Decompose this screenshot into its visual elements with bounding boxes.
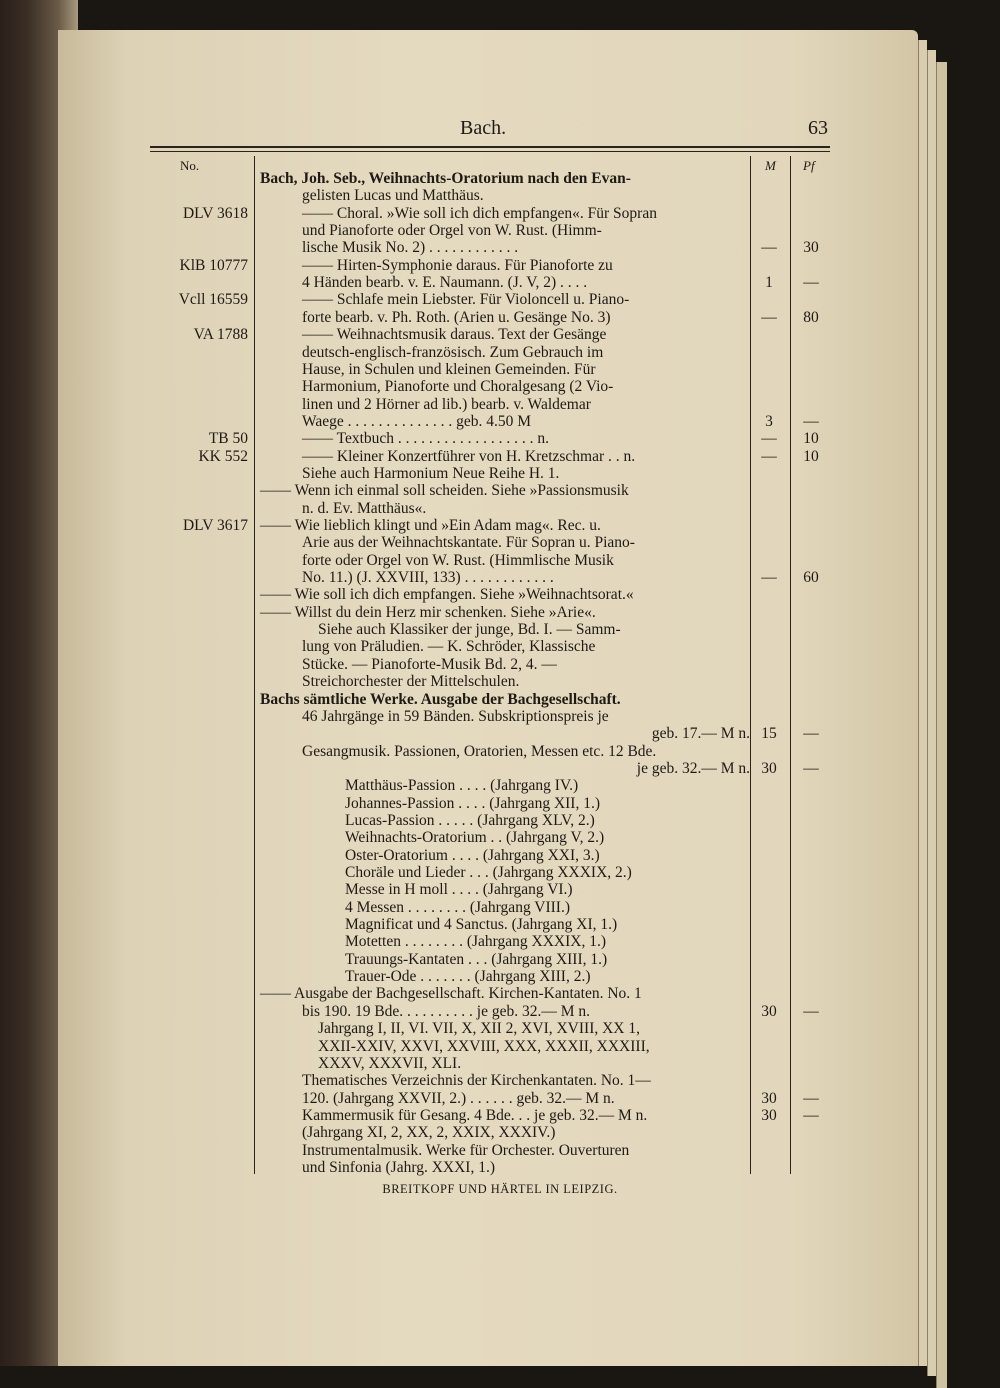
catalog-row <box>0 1038 1000 1055</box>
price-pfennig: 30 <box>803 239 819 257</box>
catalog-row <box>0 361 1000 378</box>
entry-text: —— Willst du dein Herz mir schenken. Siehe »Arie«. <box>260 603 596 621</box>
catalog-row <box>0 274 1000 291</box>
catalog-number: DLV 3617 <box>182 517 248 534</box>
entry-text: und Pianoforte oder Orgel von W. Rust. (Himm- <box>302 222 602 240</box>
catalog-row <box>0 933 1000 950</box>
catalog-row <box>0 569 1000 586</box>
entry-text: —— Wie soll ich dich empfangen. Siehe »Weihnachtsorat.« <box>260 586 634 604</box>
catalog-row <box>0 1020 1000 1037</box>
catalog-row <box>0 725 1000 742</box>
catalog-row <box>0 916 1000 933</box>
catalog-row <box>0 1090 1000 1107</box>
catalog-row <box>0 985 1000 1002</box>
catalog-row <box>0 829 1000 846</box>
entry-text: Trauer-Ode . . . . . . . (Jahrgang XIII, 2.) <box>345 968 591 986</box>
catalog-row <box>0 205 1000 222</box>
entry-text: Oster-Oratorium . . . . (Jahrgang XXI, 3.) <box>345 846 600 864</box>
page-number: 63 <box>808 117 828 139</box>
price-mark: 30 <box>761 1002 777 1020</box>
entry-text: Jahrgang I, II, VI. VII, X, XII 2, XVI, XVIII, XX 1, <box>318 1020 640 1038</box>
entry-text: forte oder Orgel von W. Rust. (Himmlische Musik <box>302 551 614 569</box>
entry-text: bis 190. 19 Bde. . . . . . . . . . je geb. 32.— M n. <box>302 1002 591 1020</box>
price-pfennig: 10 <box>803 430 819 448</box>
price-mark: 15 <box>761 725 777 743</box>
catalog-row <box>0 1142 1000 1159</box>
catalog-row <box>0 222 1000 239</box>
catalog-row <box>0 864 1000 881</box>
entry-text: Bach, Joh. Seb., Weihnachts-Oratorium nach den Evan- <box>260 170 631 187</box>
catalog-row <box>0 586 1000 603</box>
entry-text: —— Schlafe mein Liebster. Für Violoncell u. Piano- <box>302 291 630 309</box>
catalog-row <box>0 465 1000 482</box>
price-mark: 30 <box>761 1089 777 1107</box>
price-pfennig: — <box>803 1106 819 1124</box>
catalog-row <box>0 708 1000 725</box>
catalog-row <box>0 413 1000 430</box>
entry-text: Gesangmusik. Passionen, Oratorien, Messen etc. 12 Bde. <box>302 742 657 760</box>
entry-text: Instrumentalmusik. Werke für Orchester. Ouverturen <box>302 1141 630 1159</box>
catalog-row <box>0 534 1000 551</box>
entry-text: —— Weihnachtsmusik daraus. Text der Gesänge <box>302 326 607 344</box>
entry-text: Choräle und Lieder . . . (Jahrgang XXXIX, 2.) <box>345 864 632 881</box>
entry-text: lung von Präludien. — K. Schröder, Klassische <box>302 638 596 656</box>
column-header-pfennig: Pf <box>803 158 815 173</box>
catalog-row <box>0 378 1000 395</box>
publisher-footer: BREITKOPF UND HÄRTEL IN LEIPZIG. <box>382 1182 618 1196</box>
entry-text: gelisten Lucas und Matthäus. <box>302 187 484 205</box>
catalog-row <box>0 500 1000 517</box>
column-header-mark: M <box>765 158 776 173</box>
price-pfennig: 80 <box>803 308 819 326</box>
price-pfennig: — <box>803 274 819 292</box>
catalog-number: KlB 10777 <box>179 256 248 274</box>
catalog-number: DLV 3618 <box>182 204 248 222</box>
entry-text: linen und 2 Hörner ad lib.) bearb. v. Waldemar <box>302 395 591 413</box>
catalog-row <box>0 795 1000 812</box>
running-header <box>150 113 830 143</box>
price-mark: — <box>761 430 777 448</box>
entry-text: No. 11.) (J. XXVIII, 133) . . . . . . . . . . . . <box>302 569 554 587</box>
catalog-row <box>0 239 1000 256</box>
entry-text: Weihnachts-Oratorium . . (Jahrgang V, 2.) <box>345 829 605 847</box>
catalog-row <box>0 1072 1000 1089</box>
entry-text: Magnificat und 4 Sanctus. (Jahrgang XI, 1.) <box>345 916 618 934</box>
price-mark: 1 <box>765 274 773 292</box>
price-pfennig: — <box>803 725 819 743</box>
entry-text: Motetten . . . . . . . . (Jahrgang XXXIX, 1.) <box>345 933 607 951</box>
entry-text: deutsch-englisch-französisch. Zum Gebrauch im <box>302 343 604 361</box>
catalog-row <box>0 1003 1000 1020</box>
catalog-row <box>0 691 1000 708</box>
entry-text: forte bearb. v. Ph. Roth. (Arien u. Gesänge No. 3) <box>302 308 611 326</box>
catalog-row <box>0 344 1000 361</box>
catalog-number: Vcll 16559 <box>178 291 248 309</box>
entry-text: je geb. 32.— M n. <box>636 759 750 777</box>
entry-text: Siehe auch Harmonium Neue Reihe H. 1. <box>302 464 560 482</box>
entry-text: Stücke. — Pianoforte-Musik Bd. 2, 4. — <box>302 655 557 673</box>
entry-text: 4 Messen . . . . . . . . (Jahrgang VIII.) <box>345 898 570 916</box>
entry-text: —— Choral. »Wie soll ich dich empfangen«. Für Sopran <box>302 204 657 222</box>
entry-text: —— Wenn ich einmal soll scheiden. Siehe »Passionsmusik <box>260 482 629 500</box>
entry-text: Streichorchester der Mittelschulen. <box>302 673 520 691</box>
price-pfennig: — <box>803 1089 819 1107</box>
catalog-row <box>0 881 1000 898</box>
catalog-row <box>0 1107 1000 1124</box>
catalog-number: KK 552 <box>198 447 248 465</box>
price-mark: — <box>761 239 777 257</box>
entry-text: Messe in H moll . . . . (Jahrgang VI.) <box>345 881 573 899</box>
entry-text: und Sinfonia (Jahrg. XXXI, 1.) <box>302 1158 496 1176</box>
catalog-row <box>0 777 1000 794</box>
catalog-number: TB 50 <box>208 430 248 448</box>
catalog-row <box>0 1159 1000 1176</box>
catalog-row <box>0 812 1000 829</box>
entry-text: Thematisches Verzeichnis der Kirchenkantaten. No. 1— <box>302 1072 651 1090</box>
entry-text: Johannes-Passion . . . . (Jahrgang XII, 1.) <box>345 794 600 812</box>
entry-text: Trauungs-Kantaten . . . (Jahrgang XIII, 1.) <box>345 950 608 968</box>
entry-text: Harmonium, Pianoforte und Choralgesang (2 Vio- <box>302 378 614 396</box>
entry-text: XXXV, XXXVII, XLI. <box>318 1054 462 1072</box>
catalog-row <box>0 482 1000 499</box>
header-title: Bach. <box>460 117 507 139</box>
catalog-number: VA 1788 <box>193 326 248 344</box>
catalog-row <box>0 257 1000 274</box>
entry-text: geb. 17.— M n. <box>651 725 750 743</box>
entry-text: —— Kleiner Konzertführer von H. Kretzschmar . . n. <box>302 447 636 465</box>
entry-text: Siehe auch Klassiker der junge, Bd. I. — Samm- <box>318 621 621 639</box>
entry-text: Waege . . . . . . . . . . . . . . geb. 4.50 M <box>302 412 532 430</box>
catalog-row <box>0 673 1000 690</box>
entry-text: Lucas-Passion . . . . . (Jahrgang XLV, 2.) <box>345 811 595 829</box>
price-mark: 30 <box>761 1106 777 1124</box>
entry-text: 46 Jahrgänge in 59 Bänden. Subskriptionspreis je <box>302 707 609 725</box>
entry-text: Hause, in Schulen und kleinen Gemeinden. Für <box>302 360 596 378</box>
entry-text: Arie aus der Weihnachtskantate. Für Sopran u. Piano- <box>302 534 635 552</box>
price-mark: 30 <box>761 759 777 777</box>
catalog-row <box>0 638 1000 655</box>
entry-text: —— Textbuch . . . . . . . . . . . . . . . . . . n. <box>302 430 550 448</box>
price-pfennig: 10 <box>803 447 819 465</box>
entry-text: Matthäus-Passion . . . . (Jahrgang IV.) <box>345 777 579 795</box>
entry-text: Kammermusik für Gesang. 4 Bde. . . je geb. 32.— M n. <box>302 1106 648 1124</box>
catalog-row <box>0 743 1000 760</box>
catalog-row <box>0 552 1000 569</box>
catalog-row <box>0 187 1000 204</box>
header-rule-thin <box>150 151 830 152</box>
catalog-row <box>0 951 1000 968</box>
catalog-row <box>0 517 1000 534</box>
catalog-row <box>0 448 1000 465</box>
price-mark: — <box>761 569 777 587</box>
catalog-row <box>0 760 1000 777</box>
entry-text: —— Wie lieblich klingt und »Ein Adam mag«. Rec. u. <box>260 517 601 534</box>
entry-text: lische Musik No. 2) . . . . . . . . . . . . <box>302 239 519 257</box>
entry-text: 120. (Jahrgang XXVII, 2.) . . . . . . geb. 32.— M n. <box>302 1089 615 1107</box>
catalog-row <box>0 396 1000 413</box>
catalog-row <box>0 656 1000 673</box>
price-mark: — <box>761 447 777 465</box>
entry-text: Bachs sämtliche Werke. Ausgabe der Bachgesellschaft. <box>260 690 621 708</box>
price-mark: — <box>761 308 777 326</box>
catalog-row <box>0 1124 1000 1141</box>
catalog-row <box>0 326 1000 343</box>
catalog-row <box>0 899 1000 916</box>
catalog-row <box>0 968 1000 985</box>
column-header-number: No. <box>180 158 200 173</box>
price-pfennig: 60 <box>803 569 819 587</box>
header-rule <box>150 146 830 148</box>
catalog-row <box>0 309 1000 326</box>
catalog-row <box>0 1055 1000 1072</box>
price-pfennig: — <box>803 759 819 777</box>
entry-text: —— Hirten-Symphonie daraus. Für Pianoforte zu <box>302 256 613 274</box>
catalog-row <box>0 621 1000 638</box>
entry-text: —— Ausgabe der Bachgesellschaft. Kirchen-Kantaten. No. 1 <box>260 985 642 1003</box>
entry-text: n. d. Ev. Matthäus«. <box>302 499 427 517</box>
price-pfennig: — <box>803 412 819 430</box>
price-mark: 3 <box>765 412 773 430</box>
catalog-row <box>0 847 1000 864</box>
catalog-row <box>0 604 1000 621</box>
entry-text: 4 Händen bearb. v. E. Naumann. (J. V, 2) . . . . <box>302 274 588 292</box>
price-pfennig: — <box>803 1002 819 1020</box>
entry-text: (Jahrgang XI, 2, XX, 2, XXIX, XXXIV.) <box>302 1124 556 1142</box>
catalog-row <box>0 291 1000 308</box>
catalog-row <box>0 430 1000 447</box>
entry-text: XXII-XXIV, XXVI, XXVIII, XXX, XXXII, XXXIII, <box>318 1037 650 1055</box>
catalog-row <box>0 170 1000 187</box>
